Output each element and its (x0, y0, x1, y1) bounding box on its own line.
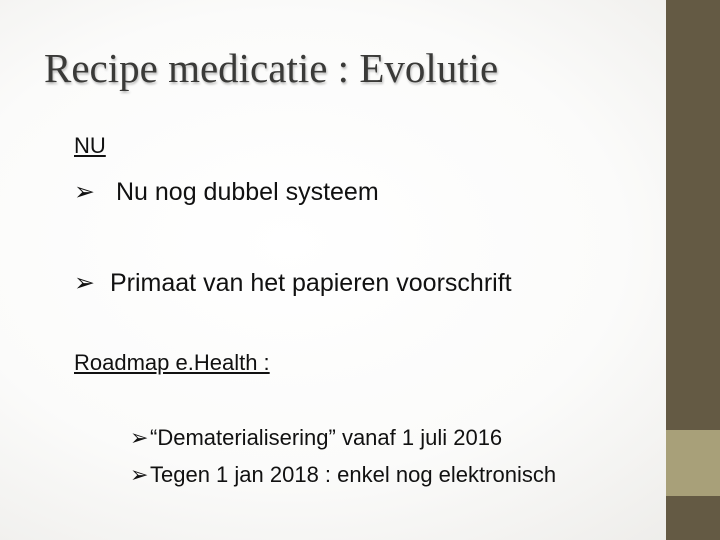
section-heading-roadmap: Roadmap e.Health : (74, 350, 270, 375)
arrow-bullet-icon: ➢ (130, 426, 149, 451)
arrow-bullet-icon: ➢ (74, 177, 95, 206)
bullet-roadmap-1 (130, 425, 502, 451)
bullet-text: Nu nog dubbel systeem (116, 178, 379, 206)
bullet-text: Tegen 1 jan 2018 : enkel nog elektronisch (150, 462, 557, 487)
bullet-now-2 (74, 268, 512, 298)
sidebar-accent-bottom (666, 496, 720, 540)
bullet-roadmap-2 (130, 462, 556, 488)
bullet-text: “Dematerialisering” vanaf 1 juli 2016 (150, 425, 503, 450)
sidebar-accent-middle (666, 430, 720, 496)
arrow-bullet-icon: ➢ (130, 463, 149, 488)
bullet-text: Primaat van het papieren voorschrift (110, 269, 512, 297)
bullet-now-1 (74, 177, 379, 207)
arrow-bullet-icon: ➢ (74, 268, 95, 297)
section-heading-now: NU (74, 133, 106, 158)
slide-title: Recipe medicatie : Evolutie (44, 45, 499, 91)
sidebar-accent-top (666, 0, 720, 430)
